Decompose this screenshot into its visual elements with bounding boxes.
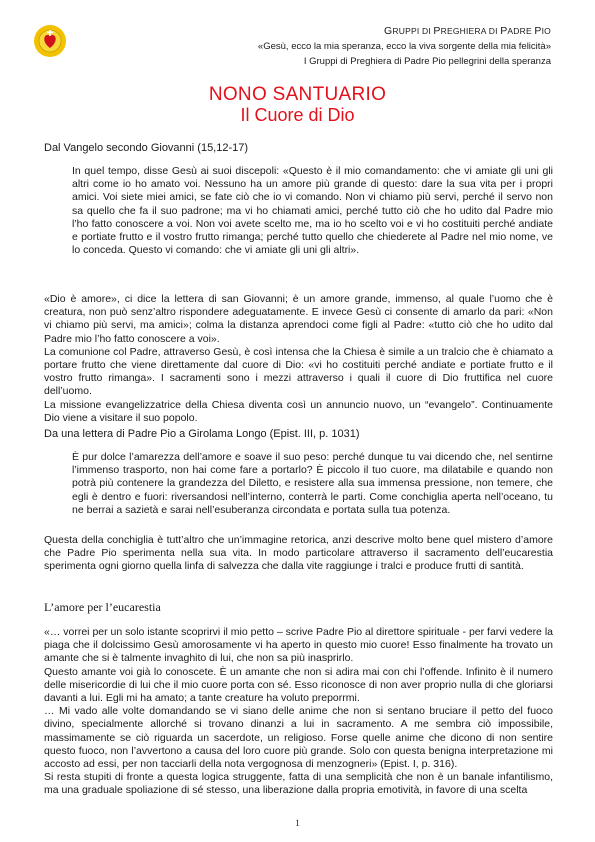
eucharist-paragraph: Questo amante voi già lo conoscete. È un amante che non si adira mai con chi l’offende. Infinito è il numero delle misericordie di lui che il mio cuore porta con sé. Esso riconosce di non aver proprio nulla di che gloriarsi davanti a lui. Egli mi ha amato; a tante creature ha voluto preporrmi. bbox=[44, 665, 553, 705]
header-motto: «Gesù, ecco la mia speranza, ecco la viva sorgente della mia felicità» bbox=[257, 41, 551, 52]
commentary-paragraph: «Dio è amore», ci dice la lettera di san Giovanni; è un amore grande, immenso, al quale l’uomo che è creatura, non può senz’altro rispondere adeguatamente. E invece Gesù ci consente di amarlo da pari: «Non vi chiamo più servi, ma amici»; colma la distanza aprendoci come figli al Padre: «tutto ciò che ho udito dal Padre mio l’ho fatto conoscere a voi». bbox=[44, 293, 553, 345]
commentary-2: Questa della conchiglia è tutt’altro che un’immagine retorica, anzi descrive molto bene quel mistero d’amore che Padre Pio sperimenta nella sua vita. In modo particolare attraverso il sacramento dell’eucarestia sperimenta ogni giorno quella linfa di salvezza che dalla vite raggiunge i tralci e produce frutti di santità. bbox=[44, 534, 553, 573]
section-heading: L’amore per l’eucarestia bbox=[44, 600, 161, 614]
eucharist-paragraph: «… vorrei per un solo istante scoprirvi il mio petto – scrive Padre Pio al direttore spirituale - per farvi vedere la piaga che il dolcissimo Gesù amorosamente vi ha aperto in questo mio cuore! Esso finalmente ha trovato un amante che si è talmente invaghito di lui, che non sa più inasprirlo. bbox=[44, 626, 553, 665]
letter-quote: È pur dolce l’amarezza dell’amore e soave il suo peso: perché dunque tu vai dicendo che, nel sentirne l’immenso trasporto, non hai come fare a portarlo? È piccolo il tuo cuore, ma dilatabile e quando non potrà più contenere la grandezza del Diletto, e resistere alla sua immensa pressione, non temere, che egli è dentro e fuori: riversandosi nell’interno, conterrà le parti. Come conchiglia aperta nell’oceano, tu ne berrai a sazietà e sarai nell’esuberanza circondata e portata sulla tua potenza. bbox=[72, 451, 553, 516]
gruppi-preghiera-emblem-icon bbox=[33, 24, 67, 58]
page-number: 1 bbox=[295, 818, 300, 828]
eucharist-text bbox=[44, 626, 553, 798]
document-subtitle: Il Cuore di Dio bbox=[240, 105, 355, 125]
organization-name: GRUPPI DI PREGHIERA DI PADRE PIO bbox=[384, 25, 551, 37]
eucharist-paragraph: Si resta stupiti di fronte a questa logica struggente, fatta di una semplicità che non è un banale infantilismo, ma una graduale spoliazione di sé stesso, una liberazione dalla propria emotività, in favore di una scelta bbox=[44, 771, 553, 797]
page-header bbox=[171, 24, 551, 69]
document-title: NONO SANTUARIO bbox=[208, 84, 387, 105]
gospel-quote: In quel tempo, disse Gesù ai suoi discepoli: «Questo è il mio comandamento: che vi amiate gli uni gli altri come io ho amato voi. Nessuno ha un amore più grande di questo: dare la sua vita per i propri amici. Voi siete miei amici, se fate ciò che io vi comando. Non vi chiamo più servi, perché il servo non sa quello che fa il suo padrone; ma vi ho chiamati amici, perché tutto ciò che ho udito dal Padre mio l’ho fatto conoscere a voi. Non voi avete scelto me, ma io ho scelto voi e vi ho costituiti perché andiate e portiate frutto e il vostro frutto rimanga; perché tutto quello che chiederete al Padre nel mio nome, ve lo conceda. Questo vi comando: che vi amiate gli uni gli altri». bbox=[72, 165, 553, 257]
gospel-source: Dal Vangelo secondo Giovanni (15,12-17) bbox=[44, 142, 249, 154]
letter-source: Da una lettera di Padre Pio a Girolama Longo (Epist. III, p. 1031) bbox=[44, 428, 360, 440]
commentary-paragraph: La comunione col Padre, attraverso Gesù, è così intensa che la Chiesa è simile a un tralcio che è chiamato a portare frutto che viene direttamente dal cuore di Dio: «vi ho costituiti perché andiate e portiate frutto e il vostro frutto rimanga». I sacramenti sono i mezzi attraverso i quali il cuore di Dio fruttifica nel cuore dell’uomo. bbox=[44, 345, 553, 398]
commentary-paragraph: La missione evangelizzatrice della Chiesa diventa così un annuncio nuovo, un “evangelo”. Continuamente Dio viene a visitare il suo popolo. bbox=[44, 398, 553, 424]
header-subtitle: I Gruppi di Preghiera di Padre Pio pellegrini della speranza bbox=[303, 56, 551, 67]
eucharist-paragraph: … Mi vado alle volte domandando se vi siano delle anime che non si sentano bruciare il petto del fuoco divino, specialmente allorché si trovano dinanzi a lui in sacramento. A me sembra ciò impossibile, massimamente se ciò riguarda un sacerdote, un religioso. Forse quelle anime che dicono di non sentire questo fuoco, non l’avvertono a causa del loro cuore più grande. Solo con questa benigna interpretazione mi accosto ad essi, per non tacciarli della nota vergognosa di menzogneri» (Epist. I, p. 316). bbox=[44, 705, 553, 771]
commentary-1 bbox=[44, 293, 553, 425]
